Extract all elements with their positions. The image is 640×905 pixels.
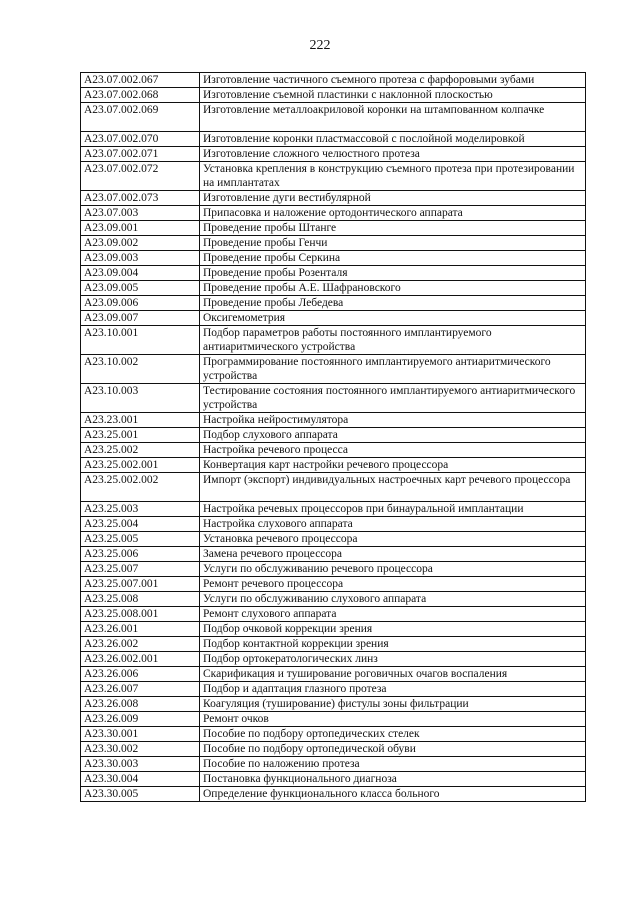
service-code: A23.30.005	[81, 787, 200, 802]
table-row	[81, 517, 586, 532]
table-row	[81, 697, 586, 712]
service-name: Программирование постоянного имплантируемого антиаритмического устройства	[200, 355, 586, 384]
table-row	[81, 712, 586, 727]
table-row	[81, 607, 586, 622]
service-name: Настройка слухового аппарата	[200, 517, 586, 532]
table-row	[81, 592, 586, 607]
service-code: A23.25.008	[81, 592, 200, 607]
table-row	[81, 787, 586, 802]
service-code: A23.07.002.068	[81, 88, 200, 103]
page-number: 222	[309, 38, 331, 53]
service-name: Настройка речевых процессоров при бинауральной имплантации	[200, 502, 586, 517]
table-row	[81, 384, 586, 413]
service-name: Ремонт речевого процессора	[200, 577, 586, 592]
table-row	[81, 206, 586, 221]
service-code: A23.26.006	[81, 667, 200, 682]
service-name: Настройка нейростимулятора	[200, 413, 586, 428]
service-name: Скарификация и туширование роговичных очагов воспаления	[200, 667, 586, 682]
service-code: A23.25.006	[81, 547, 200, 562]
table-row	[81, 281, 586, 296]
service-name: Коагуляция (туширование) фистулы зоны фильтрации	[200, 697, 586, 712]
service-code: A23.10.002	[81, 355, 200, 384]
table-row	[81, 236, 586, 251]
table-row	[81, 547, 586, 562]
service-code: A23.25.007	[81, 562, 200, 577]
service-name: Проведение пробы Серкина	[200, 251, 586, 266]
services-table	[80, 72, 586, 802]
service-code: A23.07.002.069	[81, 103, 200, 132]
table-row	[81, 637, 586, 652]
table-row	[81, 562, 586, 577]
service-code: A23.30.001	[81, 727, 200, 742]
service-code: A23.09.005	[81, 281, 200, 296]
service-code: A23.30.004	[81, 772, 200, 787]
service-code: A23.09.004	[81, 266, 200, 281]
table-row	[81, 88, 586, 103]
table-row	[81, 577, 586, 592]
table-row	[81, 162, 586, 191]
services-table-body	[81, 73, 586, 802]
service-name: Подбор контактной коррекции зрения	[200, 637, 586, 652]
service-code: A23.07.002.071	[81, 147, 200, 162]
service-name: Подбор ортокератологических линз	[200, 652, 586, 667]
service-code: A23.25.008.001	[81, 607, 200, 622]
service-code: A23.25.002.002	[81, 473, 200, 502]
service-name: Настройка речевого процесса	[200, 443, 586, 458]
service-name: Ремонт слухового аппарата	[200, 607, 586, 622]
service-name: Конвертация карт настройки речевого процессора	[200, 458, 586, 473]
service-name: Подбор очковой коррекции зрения	[200, 622, 586, 637]
service-name: Проведение пробы А.Е. Шафрановского	[200, 281, 586, 296]
service-code: A23.23.001	[81, 413, 200, 428]
service-code: A23.25.002.001	[81, 458, 200, 473]
service-code: A23.09.001	[81, 221, 200, 236]
service-code: A23.26.001	[81, 622, 200, 637]
service-code: A23.10.001	[81, 326, 200, 355]
table-row	[81, 266, 586, 281]
table-row	[81, 428, 586, 443]
service-name: Постановка функционального диагноза	[200, 772, 586, 787]
service-code: A23.25.003	[81, 502, 200, 517]
service-code: A23.07.002.067	[81, 73, 200, 88]
table-row	[81, 251, 586, 266]
table-row	[81, 443, 586, 458]
service-name: Изготовление съемной пластинки с наклонной плоскостью	[200, 88, 586, 103]
service-code: A23.26.002.001	[81, 652, 200, 667]
service-name: Проведение пробы Генчи	[200, 236, 586, 251]
service-code: A23.25.005	[81, 532, 200, 547]
table-row	[81, 132, 586, 147]
table-row	[81, 355, 586, 384]
service-name: Подбор слухового аппарата	[200, 428, 586, 443]
service-code: A23.25.002	[81, 443, 200, 458]
service-code: A23.07.002.073	[81, 191, 200, 206]
service-code: A23.07.002.070	[81, 132, 200, 147]
table-row	[81, 103, 586, 132]
table-row	[81, 652, 586, 667]
table-row	[81, 73, 586, 88]
service-name: Изготовление сложного челюстного протеза	[200, 147, 586, 162]
service-name: Импорт (экспорт) индивидуальных настроечных карт речевого процессора	[200, 473, 586, 502]
table-row	[81, 682, 586, 697]
table-row	[81, 727, 586, 742]
service-name: Подбор параметров работы постоянного имплантируемого антиаритмического устройства	[200, 326, 586, 355]
service-name: Установка крепления в конструкцию съемного протеза при протезировании на имплантатах	[200, 162, 586, 191]
service-code: A23.10.003	[81, 384, 200, 413]
table-row	[81, 296, 586, 311]
service-name: Пособие по подбору ортопедических стелек	[200, 727, 586, 742]
table-row	[81, 502, 586, 517]
service-name: Подбор и адаптация глазного протеза	[200, 682, 586, 697]
table-row	[81, 473, 586, 502]
service-code: A23.26.008	[81, 697, 200, 712]
table-row	[81, 772, 586, 787]
service-name: Пособие по подбору ортопедической обуви	[200, 742, 586, 757]
service-code: A23.09.006	[81, 296, 200, 311]
table-row	[81, 413, 586, 428]
service-name: Пособие по наложению протеза	[200, 757, 586, 772]
service-name: Определение функционального класса больного	[200, 787, 586, 802]
service-code: A23.09.002	[81, 236, 200, 251]
table-row	[81, 326, 586, 355]
service-name: Оксигемометрия	[200, 311, 586, 326]
service-code: A23.26.009	[81, 712, 200, 727]
service-name: Изготовление частичного съемного протеза с фарфоровыми зубами	[200, 73, 586, 88]
table-row	[81, 667, 586, 682]
table-row	[81, 311, 586, 326]
service-code: A23.25.001	[81, 428, 200, 443]
service-name: Проведение пробы Штанге	[200, 221, 586, 236]
table-row	[81, 622, 586, 637]
service-name: Ремонт очков	[200, 712, 586, 727]
table-row	[81, 742, 586, 757]
service-code: A23.30.003	[81, 757, 200, 772]
service-name: Замена речевого процессора	[200, 547, 586, 562]
table-row	[81, 757, 586, 772]
service-name: Изготовление дуги вестибулярной	[200, 191, 586, 206]
service-code: A23.07.002.072	[81, 162, 200, 191]
service-name: Изготовление металлоакриловой коронки на штампованном колпачке	[200, 103, 586, 132]
service-code: A23.26.007	[81, 682, 200, 697]
table-row	[81, 147, 586, 162]
table-row	[81, 191, 586, 206]
service-code: A23.30.002	[81, 742, 200, 757]
table-row	[81, 532, 586, 547]
table-row	[81, 458, 586, 473]
service-code: A23.25.004	[81, 517, 200, 532]
service-name: Припасовка и наложение ортодонтического аппарата	[200, 206, 586, 221]
service-name: Услуги по обслуживанию слухового аппарата	[200, 592, 586, 607]
service-code: A23.26.002	[81, 637, 200, 652]
service-code: A23.09.003	[81, 251, 200, 266]
service-name: Изготовление коронки пластмассовой с послойной моделировкой	[200, 132, 586, 147]
service-name: Проведение пробы Лебедева	[200, 296, 586, 311]
service-name: Тестирование состояния постоянного имплантируемого антиаритмического устройства	[200, 384, 586, 413]
service-name: Установка речевого процессора	[200, 532, 586, 547]
table-row	[81, 221, 586, 236]
service-name: Проведение пробы Розенталя	[200, 266, 586, 281]
service-code: A23.25.007.001	[81, 577, 200, 592]
service-name: Услуги по обслуживанию речевого процессора	[200, 562, 586, 577]
service-code: A23.07.003	[81, 206, 200, 221]
service-code: A23.09.007	[81, 311, 200, 326]
